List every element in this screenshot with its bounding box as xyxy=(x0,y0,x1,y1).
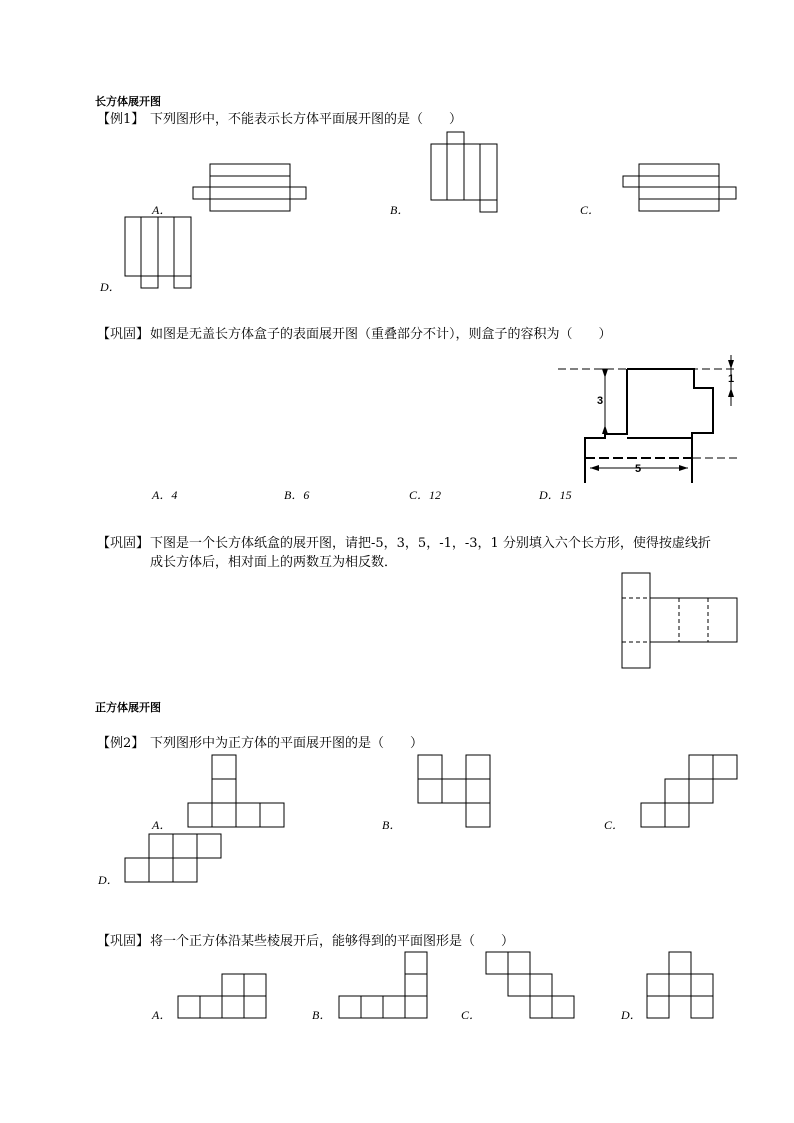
dimension-label-5: 5 xyxy=(634,463,642,475)
example1-option-a: A． xyxy=(152,203,172,217)
consolidation3-figure-a xyxy=(178,974,266,1018)
example1-figure-c xyxy=(623,164,736,211)
example1-option-b: B． xyxy=(390,203,410,217)
example1-figure-d xyxy=(125,217,191,288)
consolidation2-line2: 成长方体后，相对面上的两数互为相反数． xyxy=(150,555,398,570)
example1-tag: 【例1】 xyxy=(97,112,145,127)
consolidation3-option-c: C． xyxy=(461,1008,482,1022)
consolidation3-figure-d xyxy=(647,952,713,1018)
example1-question: 下列图形中，不能表示长方体平面展开图的是（ ） xyxy=(150,112,463,127)
example2-figure-b xyxy=(418,755,490,827)
example2-figure-a xyxy=(188,755,284,827)
consolidation3-figure-c xyxy=(486,952,574,1018)
consolidation3-tag: 【巩固】 xyxy=(97,934,150,949)
consolidation3-question: 将一个正方体沿某些棱展开后，能够得到的平面图形是（ ） xyxy=(150,934,515,949)
example1-option-c: C． xyxy=(580,203,601,217)
consolidation1-option-b: B．6 xyxy=(284,488,310,502)
consolidation2-line1: 下图是一个长方体纸盒的展开图，请把-5，3，5，-1，-3，1 分别填入六个长方形，使得按虚线折 xyxy=(150,536,711,551)
consolidation2-cuboid-net xyxy=(622,573,737,668)
consolidation1-tag: 【巩固】 xyxy=(97,327,150,342)
example2-question: 下列图形中为正方体的平面展开图的是（ ） xyxy=(150,736,424,751)
consolidation3-figure-b xyxy=(339,952,427,1018)
consolidation3-option-a: A． xyxy=(152,1008,172,1022)
section-title-cuboid: 长方体展开图 xyxy=(95,95,161,108)
consolidation1-question: 如图是无盖长方体盒子的表面展开图（重叠部分不计），则盒子的容积为（ ） xyxy=(150,327,612,342)
consolidation3-option-d: D． xyxy=(621,1008,642,1022)
example2-tag: 【例2】 xyxy=(97,736,145,751)
example2-figure-d xyxy=(125,834,221,882)
example1-figure-a xyxy=(193,164,306,211)
consolidation1-box-net-figure xyxy=(558,355,738,483)
example2-option-a: A． xyxy=(152,818,172,832)
consolidation3-option-b: B． xyxy=(312,1008,332,1022)
example1-figure-b xyxy=(431,132,497,212)
example2-option-c: C． xyxy=(604,818,625,832)
consolidation1-option-c: C．12 xyxy=(409,488,442,502)
dimension-label-1: 1 xyxy=(727,373,735,385)
consolidation2-tag: 【巩固】 xyxy=(97,536,150,551)
example1-option-d: D． xyxy=(100,280,121,294)
consolidation1-option-a: A．4 xyxy=(152,488,178,502)
example2-option-b: B． xyxy=(382,818,402,832)
dimension-label-3: 3 xyxy=(596,395,604,407)
example2-option-d: D． xyxy=(98,873,119,887)
example2-figure-c xyxy=(641,755,737,827)
consolidation1-option-d: D．15 xyxy=(539,488,572,502)
section-title-cube: 正方体展开图 xyxy=(95,701,161,714)
